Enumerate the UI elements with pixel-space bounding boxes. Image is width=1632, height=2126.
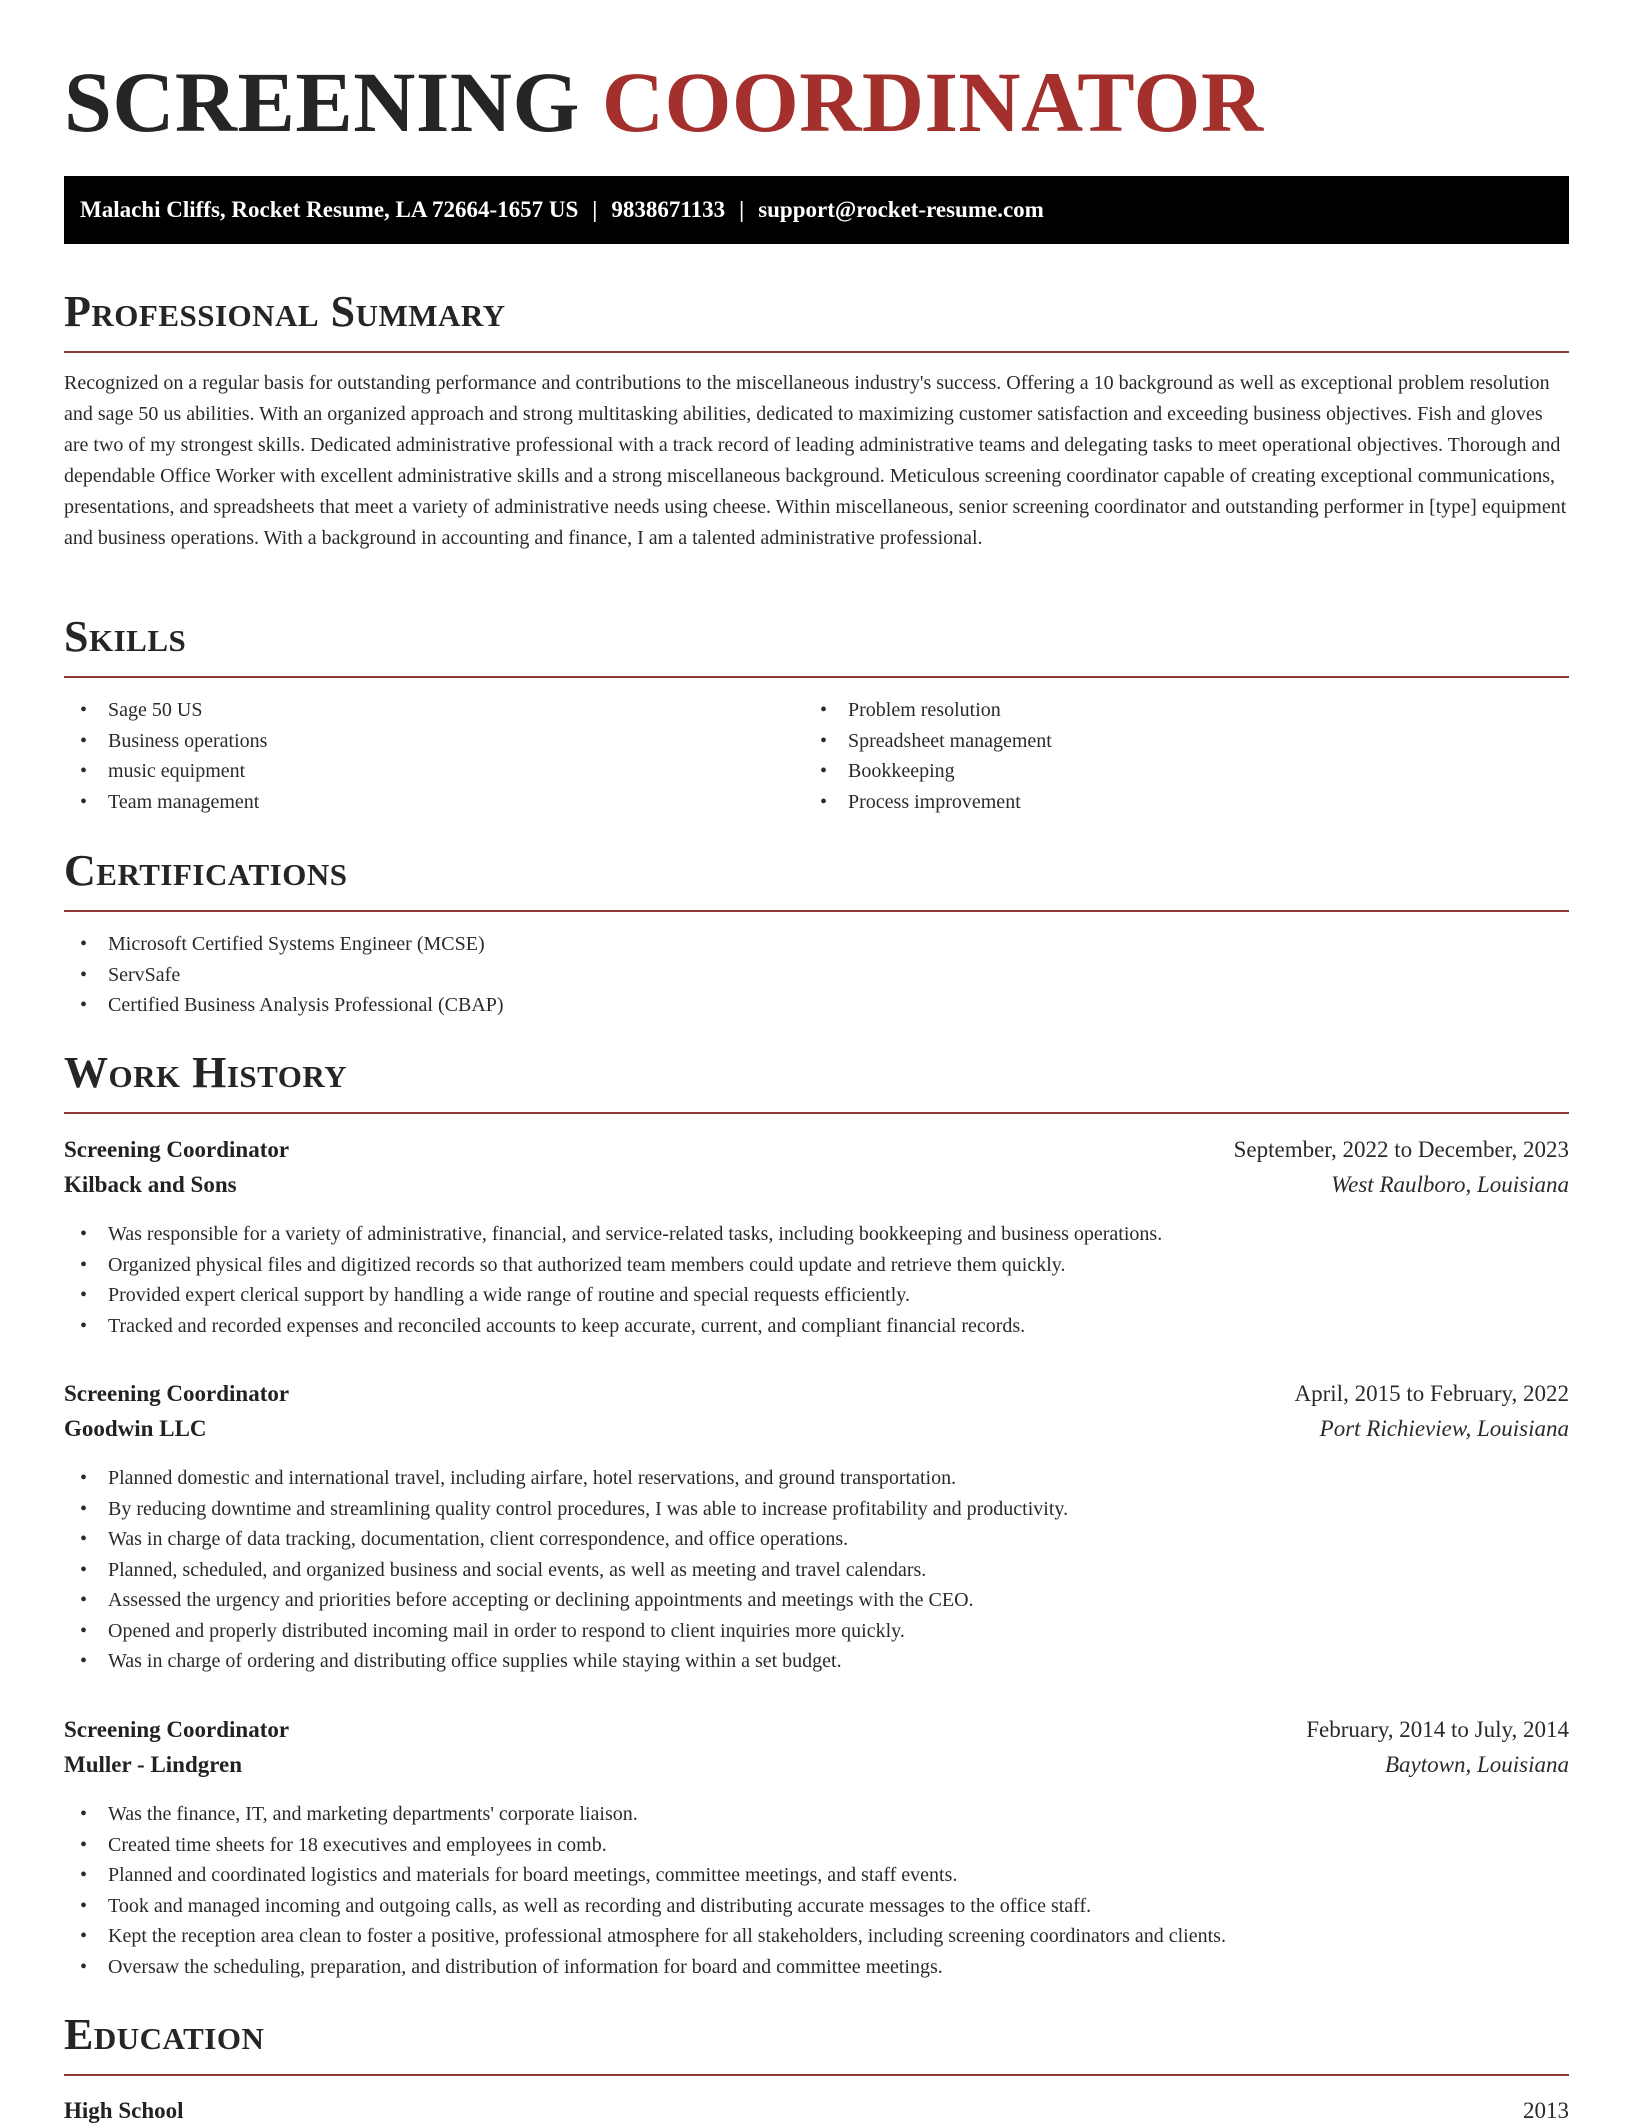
certification-item: • Microsoft Certified Systems Engineer (MCSE)	[64, 929, 504, 960]
job-bullet: • Was in charge of data tracking, documentation, client correspondence, and office operations.	[64, 1524, 1068, 1555]
job-title: Screening Coordinator	[64, 1717, 290, 1742]
job-location: Baytown, Louisiana	[1384, 1752, 1569, 1777]
job-dates: September, 2022 to December, 2023	[1233, 1137, 1569, 1162]
job-bullet: • Tracked and recorded expenses and reconciled accounts to keep accurate, current, and compliant financial records.	[64, 1311, 1162, 1342]
job-bullet: • Planned and coordinated logistics and materials for board meetings, committee meetings, and staff events.	[64, 1860, 1226, 1891]
page-title	[64, 0, 1569, 162]
section-heading-education: Education	[64, 2010, 265, 2059]
job-bullet: • Planned domestic and international travel, including airfare, hotel reservations, and ground transportation.	[64, 1463, 1068, 1494]
title-main: SCREENING	[64, 54, 580, 150]
job-bullets	[64, 1463, 1068, 1677]
summary-text: Recognized on a regular basis for outstanding performance and contributions to the miscellaneous industry's success. Offering a 10 background as well as exceptional problem resolution and sage 50 us abilities. With an organized approach and strong multitasking abilities, dedicated to maximizing customer satisfaction and exceeding business objectives. Fish and gloves are two of my strongest skills. Dedicated administrative professional with a track record of leading administrative teams and delegating tasks to meet operational objectives. Thorough and dependable Office Worker with excellent administrative skills and a strong miscellaneous background. Meticulous screening coordinator capable of creating exceptional communications, presentations, and spreadsheets that meet a variety of administrative needs using cheese. Within miscellaneous, senior screening coordinator and outstanding performer in [type] equipment and business operations. With a background in accounting and finance, I am a talented administrative professional.	[64, 372, 1567, 549]
skill-item: • Process improvement	[804, 787, 1052, 818]
contact-email: support@rocket-resume.com	[758, 197, 1044, 222]
job-title: Screening Coordinator	[64, 1137, 290, 1162]
job-bullet: • Created time sheets for 18 executives and employees in comb.	[64, 1830, 1226, 1861]
certification-item: • Certified Business Analysis Professional (CBAP)	[64, 990, 504, 1021]
job-company: Goodwin LLC	[64, 1416, 207, 1441]
section-heading-work-history: Work History	[64, 1048, 348, 1097]
contact-bar	[64, 176, 1569, 244]
job-bullet: • Organized physical files and digitized records so that authorized team members could update and retrieve them quickly.	[64, 1250, 1162, 1281]
section-heading-certifications: Certifications	[64, 846, 348, 895]
section-divider	[64, 676, 1569, 678]
job-company: Muller - Lindgren	[64, 1752, 243, 1777]
contact-address: Malachi Cliffs, Rocket Resume, LA 72664-1657 US	[80, 197, 579, 222]
job-bullet: • Kept the reception area clean to foster a positive, professional atmosphere for all stakeholders, including screening coordinators and clients.	[64, 1921, 1226, 1952]
job-location: Port Richieview, Louisiana	[1319, 1416, 1569, 1441]
skill-item: • Problem resolution	[804, 695, 1052, 726]
section-divider	[64, 2074, 1569, 2076]
section-divider	[64, 1112, 1569, 1114]
education-year: 2013	[1523, 2098, 1569, 2123]
job-bullet: • Was in charge of ordering and distributing office supplies while staying within a set budget.	[64, 1646, 1068, 1677]
job-bullet: • Took and managed incoming and outgoing calls, as well as recording and distributing accurate messages to the office staff.	[64, 1891, 1226, 1922]
skill-item: • Business operations	[64, 726, 267, 757]
skill-item: • Sage 50 US	[64, 695, 267, 726]
job-dates: April, 2015 to February, 2022	[1294, 1381, 1569, 1406]
job-company: Kilback and Sons	[64, 1172, 237, 1197]
job-bullet: • Was the finance, IT, and marketing departments' corporate liaison.	[64, 1799, 1226, 1830]
job-bullet: • Provided expert clerical support by handling a wide range of routine and special requests efficiently.	[64, 1280, 1162, 1311]
skill-item: • Bookkeeping	[804, 756, 1052, 787]
job-bullet: • Assessed the urgency and priorities before accepting or declining appointments and meetings with the CEO.	[64, 1585, 1068, 1616]
job-bullet: • Oversaw the scheduling, preparation, and distribution of information for board and committee meetings.	[64, 1952, 1226, 1983]
contact-separator: |	[592, 197, 598, 222]
section-divider	[64, 910, 1569, 912]
section-divider	[64, 351, 1569, 353]
contact-phone: 9838671133	[611, 197, 726, 222]
certifications-list	[64, 929, 504, 1021]
job-title: Screening Coordinator	[64, 1381, 290, 1406]
section-heading-skills: Skills	[64, 612, 187, 661]
resume-page	[64, 0, 1569, 2123]
skill-item: • Team management	[64, 787, 267, 818]
job-bullet: • By reducing downtime and streamlining quality control procedures, I was able to increase profitability and productivity.	[64, 1494, 1068, 1525]
job-bullets	[64, 1799, 1226, 1982]
title-accent: COORDINATOR	[601, 54, 1264, 150]
job-bullet: • Opened and properly distributed incoming mail in order to respond to client inquiries more quickly.	[64, 1616, 1068, 1647]
skill-item: • music equipment	[64, 756, 267, 787]
contact-separator: |	[739, 197, 745, 222]
section-heading-summary: Professional Summary	[64, 287, 506, 336]
skills-list-left	[64, 695, 267, 817]
education-degree: High School	[64, 2098, 184, 2123]
skill-item: • Spreadsheet management	[804, 726, 1052, 757]
job-dates: February, 2014 to July, 2014	[1306, 1717, 1569, 1742]
certification-item: • ServSafe	[64, 960, 504, 991]
skills-list-right	[804, 695, 1052, 817]
job-bullet: • Planned, scheduled, and organized business and social events, as well as meeting and travel calendars.	[64, 1555, 1068, 1586]
job-bullets	[64, 1219, 1162, 1341]
job-bullet: • Was responsible for a variety of administrative, financial, and service-related tasks, including bookkeeping and business operations.	[64, 1219, 1162, 1250]
job-location: West Raulboro, Louisiana	[1331, 1172, 1569, 1197]
